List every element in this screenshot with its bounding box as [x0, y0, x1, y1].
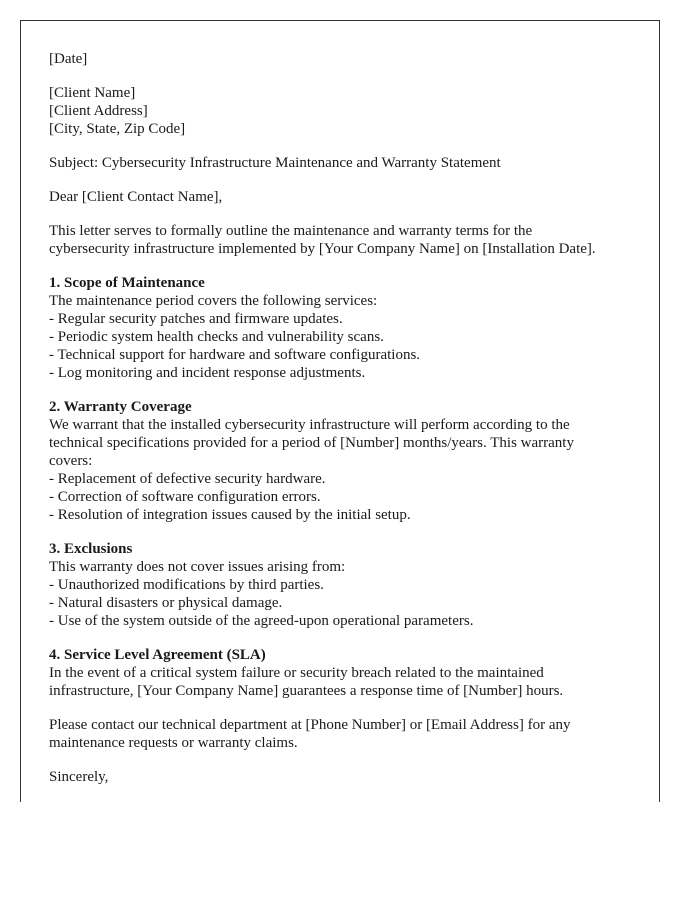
bullet-item: - Use of the system outside of the agreed-upon operational parameters. — [49, 613, 474, 629]
section-text-line: covers: — [49, 453, 93, 469]
section-sla — [49, 646, 649, 700]
section-text-line: In the event of a critical system failure or security breach related to the maintained — [49, 665, 544, 681]
section-heading: 2. Warranty Coverage — [49, 399, 192, 415]
section-text-line: We warrant that the installed cybersecurity infrastructure will perform according to the — [49, 417, 570, 433]
bullet-item: - Resolution of integration issues caused by the initial setup. — [49, 507, 411, 523]
section-text-line: The maintenance period covers the following services: — [49, 293, 378, 309]
contact-line-2: maintenance requests or warranty claims. — [49, 735, 298, 751]
salutation: Dear [Client Contact Name], — [49, 189, 223, 205]
letter-page — [20, 20, 660, 802]
section-text-line: This warranty does not cover issues arising from: — [49, 559, 346, 575]
section-text-line: infrastructure, [Your Company Name] guarantees a response time of [Number] hours. — [49, 683, 564, 699]
bullet-item: - Natural disasters or physical damage. — [49, 595, 283, 611]
bullet-item: - Unauthorized modifications by third parties. — [49, 577, 324, 593]
date-block — [49, 50, 649, 68]
recipient-address: [Client Address] — [49, 103, 148, 119]
section-scope-of-maintenance — [49, 274, 649, 382]
section-heading: 1. Scope of Maintenance — [49, 275, 205, 291]
section-text-line: technical specifications provided for a period of [Number] months/years. This warranty — [49, 435, 574, 451]
recipient-name: [Client Name] — [49, 85, 136, 101]
intro-line-2: cybersecurity infrastructure implemented by [Your Company Name] on [Installation Date]. — [49, 241, 596, 257]
closing-block — [49, 768, 649, 786]
section-heading: 4. Service Level Agreement (SLA) — [49, 647, 266, 663]
section-warranty-coverage — [49, 398, 649, 524]
bullet-item: - Log monitoring and incident response adjustments. — [49, 365, 366, 381]
subject-line: Subject: Cybersecurity Infrastructure Maintenance and Warranty Statement — [49, 155, 501, 171]
intro-line-1: This letter serves to formally outline the maintenance and warranty terms for the — [49, 223, 533, 239]
section-exclusions — [49, 540, 649, 630]
bullet-item: - Replacement of defective security hardware. — [49, 471, 326, 487]
closing: Sincerely, — [49, 769, 109, 785]
recipient-city-state-zip: [City, State, Zip Code] — [49, 121, 186, 137]
salutation-block — [49, 188, 649, 206]
bullet-item: - Technical support for hardware and software configurations. — [49, 347, 421, 363]
bullet-item: - Correction of software configuration errors. — [49, 489, 321, 505]
intro-paragraph — [49, 222, 649, 258]
subject-block — [49, 154, 649, 172]
recipient-address-block — [49, 84, 649, 138]
contact-paragraph — [49, 716, 649, 752]
bullet-item: - Regular security patches and firmware updates. — [49, 311, 343, 327]
bullet-item: - Periodic system health checks and vulnerability scans. — [49, 329, 384, 345]
section-heading: 3. Exclusions — [49, 541, 133, 557]
letter-content — [49, 50, 649, 802]
contact-line-1: Please contact our technical department at [Phone Number] or [Email Address] for any — [49, 717, 571, 733]
letter-date: [Date] — [49, 51, 88, 67]
